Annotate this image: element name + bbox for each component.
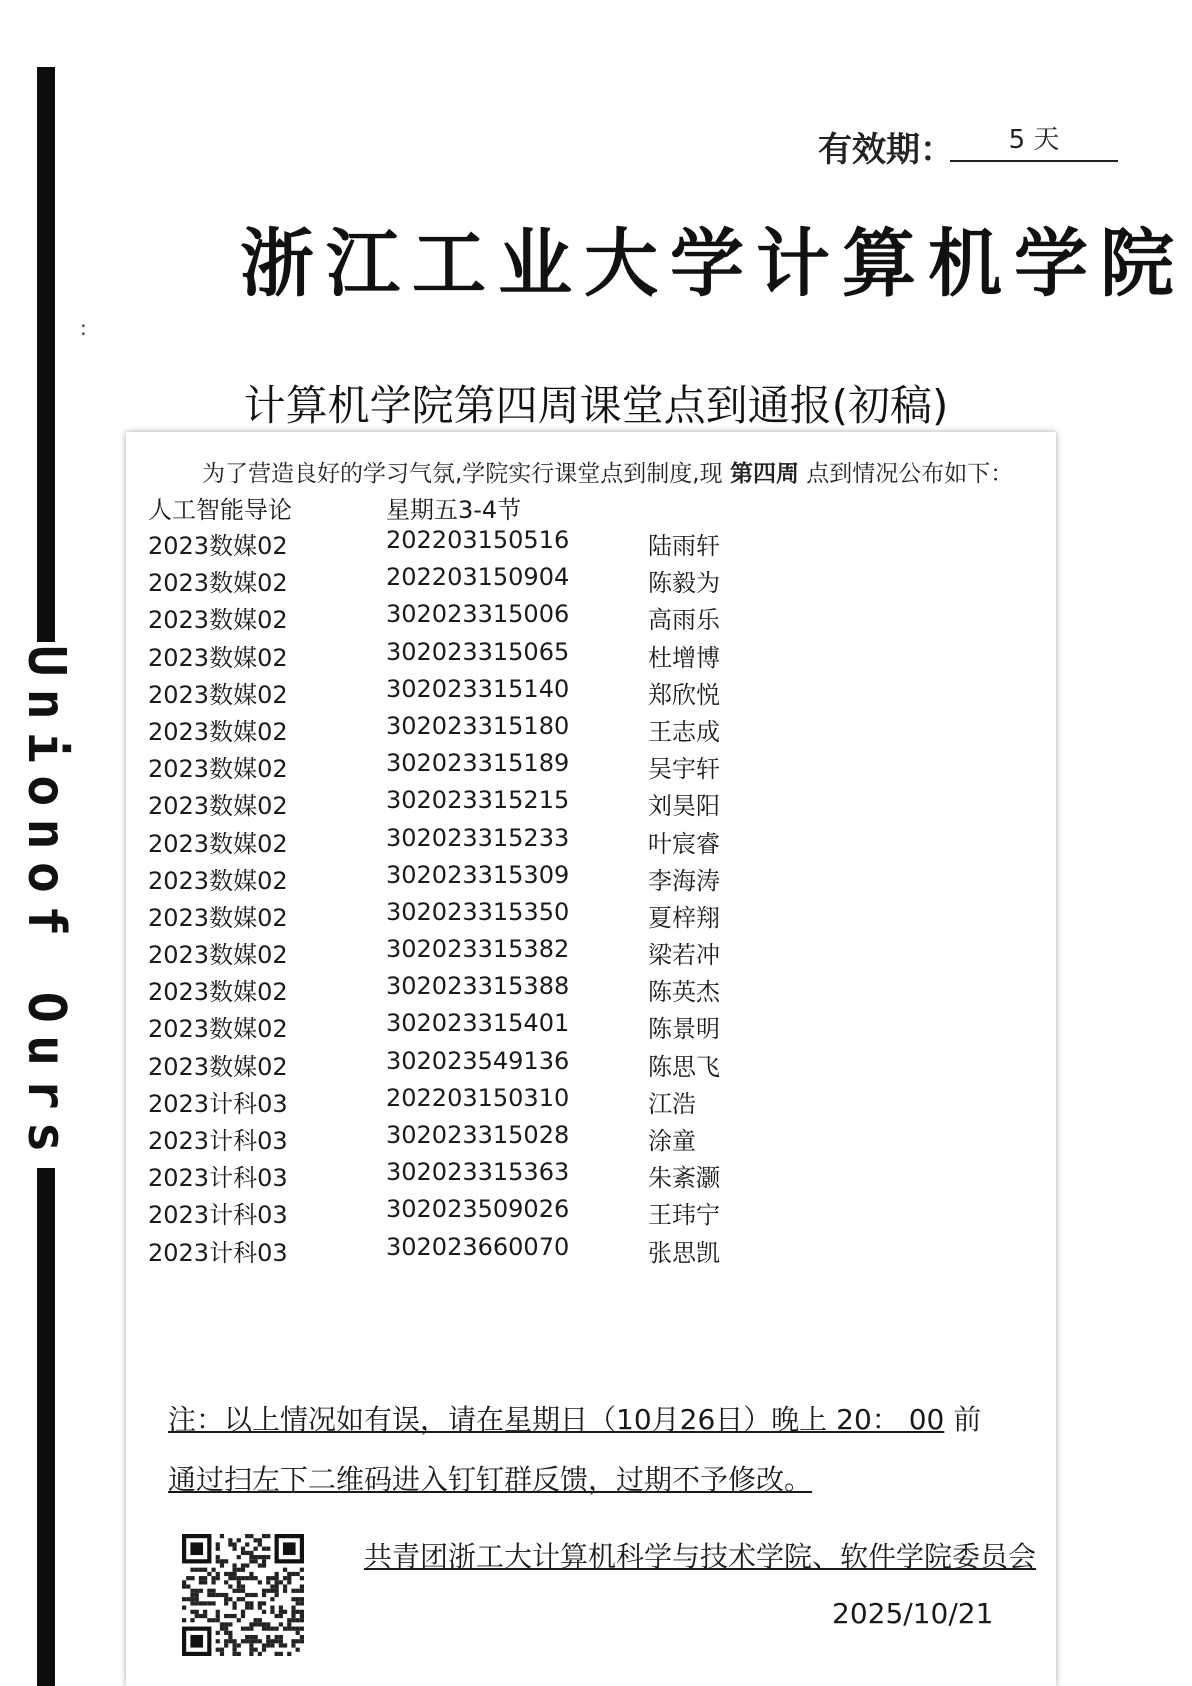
- row-student-id: 302023315233: [386, 823, 570, 852]
- row-student-id: 202203150904: [386, 563, 570, 592]
- row-class: 2023计科03: [148, 1164, 288, 1193]
- intro-week: 第四周: [729, 461, 799, 487]
- course-name: 人工智能导论: [148, 496, 292, 524]
- row-student-name: 陈景明: [648, 1015, 720, 1044]
- left-bar-top: [37, 67, 55, 642]
- row-student-name: 夏梓翔: [648, 903, 720, 932]
- row-class: 2023数媒02: [148, 1015, 288, 1044]
- row-student-name: 王志成: [648, 717, 720, 746]
- side-brand-text: Unionof Ours: [16, 645, 76, 1165]
- row-class: 2023数媒02: [148, 569, 288, 598]
- row-student-name: 陈毅为: [648, 569, 720, 598]
- validity-value: 5 天: [950, 120, 1118, 162]
- note-line-1-text: 注：以上情况如有误，请在星期日（10月26日）晚上 20： 00: [168, 1403, 945, 1436]
- college-name: 浙江工业大学计算机学院: [240, 221, 1186, 307]
- row-student-id: 302023315401: [386, 1009, 570, 1038]
- row-student-id: 202203150516: [386, 526, 570, 554]
- row-student-name: 王玮宁: [648, 1201, 720, 1230]
- intro-before: 为了营造良好的学习气氛,学院实行课堂点到制度,现: [202, 461, 723, 487]
- row-class: 2023数媒02: [148, 792, 288, 821]
- intro-after: 点到情况公布如下：: [806, 461, 1014, 487]
- row-student-name: 郑欣悦: [648, 680, 720, 709]
- row-student-id: 202203150310: [386, 1083, 570, 1112]
- row-student-name: 江浩: [648, 1089, 696, 1118]
- row-student-id: 302023315363: [386, 1158, 570, 1187]
- row-class: 2023数媒02: [148, 643, 288, 672]
- note-line-1-tail: 前: [944, 1403, 982, 1436]
- note-line-2: 通过扫左下二维码进入钉钉群反馈，过期不予修改。: [168, 1463, 813, 1496]
- row-class: 2023数媒02: [148, 680, 288, 709]
- row-student-id: 302023549136: [386, 1046, 570, 1075]
- intro-paragraph: [202, 455, 1013, 488]
- organization-name: 共青团浙工大计算机科学与技术学院、软件学院委员会: [364, 1540, 1037, 1573]
- row-student-id: 302023315065: [386, 637, 570, 666]
- row-class: 2023数媒02: [148, 978, 288, 1007]
- row-student-name: 吴宇轩: [648, 755, 720, 784]
- row-student-name: 梁若冲: [648, 941, 720, 970]
- row-student-name: 张思凯: [648, 1238, 720, 1267]
- row-student-id: 302023315309: [386, 860, 570, 889]
- qr-code-icon[interactable]: [182, 1534, 304, 1656]
- row-class: 2023计科03: [148, 1089, 288, 1118]
- row-student-id: 302023315215: [386, 786, 570, 815]
- validity-label: 有效期：: [818, 130, 954, 170]
- notice-title: 计算机学院第四周课堂点到通报(初稿): [243, 381, 949, 430]
- row-student-id: 302023315189: [386, 749, 570, 778]
- issue-date: 2025/10/21: [832, 1597, 994, 1630]
- row-student-id: 302023315028: [386, 1121, 570, 1149]
- row-class: 2023数媒02: [148, 755, 288, 784]
- row-class: 2023计科03: [148, 1201, 288, 1230]
- row-class: 2023计科03: [148, 1238, 288, 1267]
- row-class: 2023数媒02: [148, 606, 288, 635]
- row-class: 2023数媒02: [148, 866, 288, 895]
- course-time: 星期五3-4节: [386, 496, 522, 524]
- row-student-name: 叶宸睿: [648, 829, 720, 858]
- row-class: 2023数媒02: [148, 1052, 288, 1081]
- row-student-name: 刘昊阳: [648, 792, 720, 821]
- row-student-name: 陈英杰: [648, 978, 720, 1007]
- row-student-name: 陆雨轩: [648, 532, 720, 560]
- row-student-name: 朱紊灏: [648, 1164, 720, 1193]
- row-class: 2023数媒02: [148, 532, 288, 560]
- row-student-name: 杜增博: [648, 643, 720, 672]
- row-student-id: 302023315382: [386, 935, 570, 964]
- row-student-name: 高雨乐: [648, 606, 720, 635]
- row-student-id: 302023315350: [386, 897, 570, 926]
- row-student-id: 302023509026: [386, 1195, 570, 1224]
- row-student-name: 李海涛: [648, 866, 720, 895]
- row-student-id: 302023315180: [386, 711, 570, 740]
- row-student-id: 302023315388: [386, 972, 570, 1001]
- note-line-1: [168, 1398, 981, 1438]
- row-student-name: 陈思飞: [648, 1052, 720, 1081]
- row-student-id: 302023315006: [386, 600, 570, 629]
- row-class: 2023数媒02: [148, 829, 288, 858]
- row-class: 2023数媒02: [148, 941, 288, 970]
- stray-mark: :: [80, 316, 87, 340]
- row-student-id: 302023660070: [386, 1232, 570, 1261]
- left-bar-bottom: [37, 1168, 55, 1686]
- row-class: 2023数媒02: [148, 903, 288, 932]
- row-student-name: 涂童: [648, 1127, 696, 1155]
- row-class: 2023数媒02: [148, 717, 288, 746]
- row-class: 2023计科03: [148, 1127, 288, 1155]
- row-student-id: 302023315140: [386, 674, 570, 703]
